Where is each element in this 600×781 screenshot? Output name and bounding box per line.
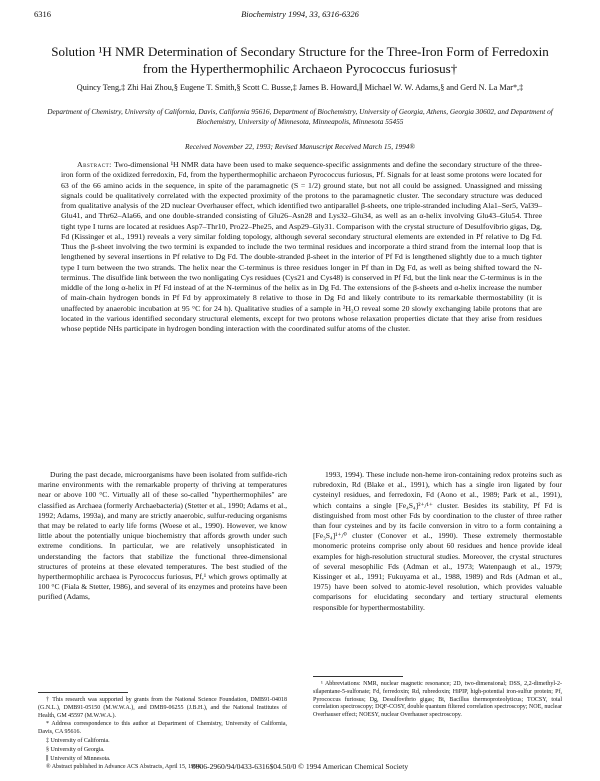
- body-column-left: [38, 470, 287, 603]
- journal-citation: Biochemistry 1994, 33, 6316-6326: [241, 9, 359, 19]
- body-column-right: [313, 470, 562, 613]
- footnote-divider: [38, 692, 128, 693]
- footnotes-right: [313, 681, 562, 721]
- page-number: 6316: [34, 9, 51, 19]
- footnote: ‡ University of California.: [46, 737, 110, 744]
- abstract: [61, 160, 542, 334]
- body-paragraph: 1993, 1994). These include non-heme iron-containing redox proteins such as rubredoxin, Rd (Blake et al., 1991), which has a single iron ligated by four cysteinyl residues, and ferredoxin, Fd (Aono et al., 1989; Park et al., 1991), which contains a single [Fe₄S₄]²⁺/¹⁺ cluster. Besides its stability, Pf Fd is distinguished from most other Fds by coordination to the cluster of three rather than four cysteines and by its facile conversion in vitro to a form containing a [Fe₃S₄]¹⁺/⁰ cluster (Conover et al., 1990). These extremely thermostable monomeric proteins comprise only about 60 residues and hence provide ideal examples for high-resolution structural studies. Moreover, the crystal structures of several mesophilic Fds (Adman et al., 1973; Watenpaugh et al., 1979; Kissinger et al., 1991; Fukuyama et al., 1988, 1989) and Rds (Adman et al., 1975) have been solved to atomic-level resolution, which provides valuable comparisons for elucidating secondary and tertiary structural elements responsible for hyperthermostability.: [313, 470, 562, 612]
- footnote-divider: [313, 676, 403, 677]
- abstract-label: Abstract:: [77, 160, 112, 169]
- footnote: § University of Georgia.: [46, 746, 105, 753]
- abstract-text: Two-dimensional ¹H NMR data have been used to make sequence-specific assignments and define the secondary structure of the three-iron form of the oxidized ferredoxin, Fd, from the hyperthermophilic archaeon Pyrococcus furiosus, Pf. Signals for at least some protons were located for 63 of the 66 amino acids in the sequence, in spite of the paramagnetic (S = 1/2) ground state, but not all could be assigned. Unassigned and missing signals could be qualitatively correlated with the expected proximity of the protons to the paramagnetic cluster. The secondary structure was deduced from qualitative analysis of the 2D nuclear Overhauser effect, which identified two antiparallel β-sheets, one triple-stranded including Ala1–Ser5, Val39–Glu41, and Thr62–Ala66, and one double-stranded consisting of Glu26–Asn28 and Lys32–Glu34, as well as an α-helix involving Glu43–Glu54. Three tight type I turns are located at residues Asp7–Thr10, Pro22–Phe25, and Asp29–Gly31. Comparison with the crystal structure of Desulfovibrio gigas, Dg, Fd (Kissinger et al., 1991) reveals a very similar folding topology, although several secondary structural elements are extended in Pf relative to Dg Fd. Thus the β-sheet involving the two termini is expanded to include the two terminal residues and incorporate a third strand from the internal loop that is lengthened by several insertions in Pf relative to Dg Fd. The double-stranded β-sheet in the interior of Pf Fd is lengthened slightly due to a much tighter type I turn between the two strands. The helix near the C-terminus is three residues longer in Pf than in Dg Fd, as well as being shifted toward the N-terminus. The disulfide link between the two nonligating Cys residues (Cys21 and Cys48) is conserved in Pf Fd, but the link near the C-terminus is in the middle of the long α-helix in Pf Fd instead of at the N-terminus of the helix as in Dg Fd. The extensions of the β-sheets and α-helix increase the number of main-chain hydrogen bonds in Pf Fd by approximately 8 relative to those in Dg Fd and likely contribute to its remarkable thermostability (it is unaffected by anaerobic incubation at 95 °C for 24 h). Qualitative studies of a sample in ²H₂O reveal some 20 slowly exchanging labile protons that are located in the various identified secondary structural elements, except for two protons whose relaxation properties dictate that they arise from residues whose peptide NHs participate in hydrogen bonding interaction with the coordinated sulfur atoms of the cluster.: [61, 160, 542, 333]
- footnote: † This research was supported by grants from the National Science Foundation, DMB91-04018 (G.N.L.), DMB91-05150 (M.W.W.A.), and DMB9-06255 (J.B.H.), and the National Institutes of Health, GM 45597 (M.W.W.A.).: [38, 697, 287, 719]
- author-list: Quincy Teng,‡ Zhi Hai Zhou,§ Eugene T. Smith,§ Scott C. Busse,‡ James B. Howard,∥ Michael W. W. Adams,§ and Gerd N. La Mar*,‡: [76, 83, 524, 92]
- affiliations: Department of Chemistry, University of California, Davis, California 95616, Department of Biochemistry, University of Georgia, Athens, Georgia 30602, and Department of Biochemistry, University of Minnesota, Minneapolis, Minnesota 55455: [47, 107, 553, 126]
- footnote: ® Abstract published in Advance ACS Abstracts, April 15, 1994.: [46, 764, 202, 771]
- footnote: ∥ University of Minnesota.: [46, 755, 111, 762]
- copyright-line: 0006-2960/94/0433-6316$04.50/0 © 1994 American Chemical Society: [191, 762, 409, 771]
- body-paragraph: During the past decade, microorganisms have been isolated from sulfide-rich marine environments with the remarkable property of thriving at temperatures near or above 100 °C. Virtually all of these so-called "hyperthermophiles" are classified as Archaea (formerly Archaebacteria) (Stetter et al., 1990; Adams et al., 1992; Adams, 1993a), and many are strictly anaerobic, sulfur-reducing organisms that may be related to early life forms (Woese et al., 1990). However, we know little about the potentially unique biochemistry that affords growth under such extreme conditions. In particular, we are relatively unsophisticated in understanding the factors that stabilize the functional three-dimensional structures of proteins at these elevated temperatures. The best studied of the hyperthermophilic archaea is Pyrococcus furiosus, Pf,¹ which grows optimally at 100 °C (Fiala & Stetter, 1986), and several of its enzymes and proteins have been purified (Adams,: [38, 470, 287, 602]
- running-header: [34, 9, 566, 21]
- footnote: ¹ Abbreviations: NMR, nuclear magnetic resonance; 2D, two-dimensional; DSS, 2,2-dimethyl-2-silapentane-5-sulfonate; Fd, ferredoxin; Rd, rubredoxin; HiPIP, high-potential iron-sulfur protein; Pf, Pyrococcus furiosus; Dg, Desulfovibrio gigas; Bt, Bacillus thermoproteolyticus; TOCSY, total correlation spectroscopy; DQF-COSY, double quantum filtered correlation spectroscopy; NOE, nuclear Overhauser effect; NOESY, nuclear Overhauser spectroscopy.: [313, 681, 562, 719]
- received-dates: Received November 22, 1993; Revised Manuscript Received March 15, 1994®: [185, 142, 415, 151]
- article-title: Solution ¹H NMR Determination of Secondary Structure for the Three-Iron Form of Ferredoxin from the Hyperthermophilic Archaeon Pyrococcus furiosus†: [51, 44, 549, 76]
- footnote: * Address correspondence to this author at Department of Chemistry, University of California, Davis, CA 95616.: [38, 721, 287, 736]
